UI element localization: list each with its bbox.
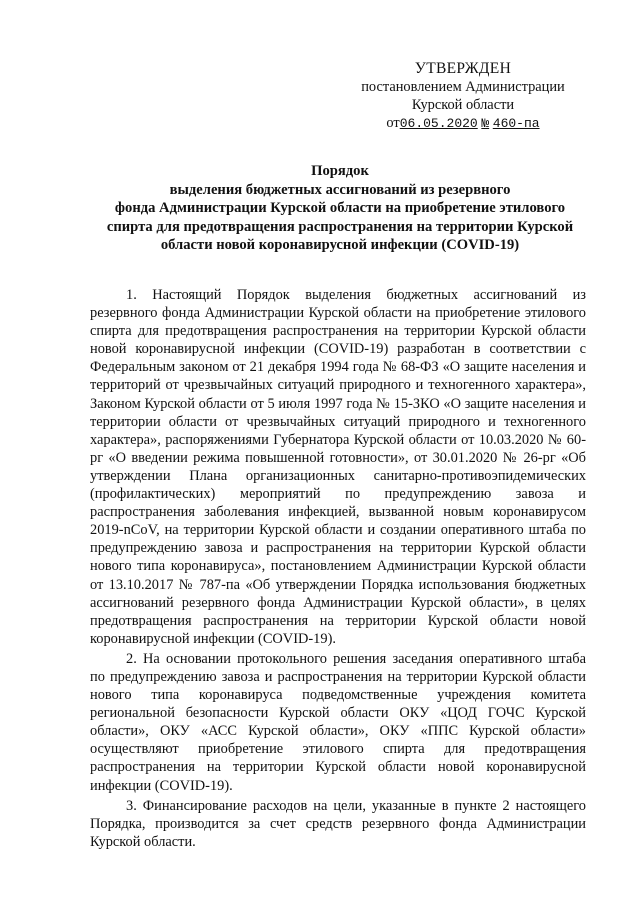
approval-stamp: [340, 60, 586, 133]
approval-number-prefix: №: [481, 116, 490, 131]
title-line-1: Порядок: [311, 163, 369, 179]
approval-number: 460-па: [492, 116, 540, 131]
title-line-5: области новой коронавирусной инфекции (COVID-19): [160, 237, 520, 254]
approval-date-prefix: от: [386, 115, 400, 131]
paragraph-2: 2. На основании протокольного решения заседания оперативного штаба по предупреждению завоза и распространения на территории Курской области нового типа коронавируса подведомственные учреждения комитета региональной безопасности Курской области ОКУ «ЦОД ГОЧС Курской области», ОКУ «АСС Курской области», ОКУ «ППС Курской области» осуществляют приобретение этилового спирта для предотвращения распространения на территории Курской области новой коронавирусной инфекции (COVID-19).: [90, 650, 586, 794]
approval-heading: УТВЕРЖДЕН: [414, 60, 512, 77]
approval-line-1: постановлением Администрации: [361, 79, 565, 95]
approval-date-line: [340, 114, 586, 133]
paragraph-1: 1. Настоящий Порядок выделения бюджетных ассигнований из резервного фонда Администрации Курской области на приобретение этилового спирта для предотвращения распространения на территории Курской области новой коронавирусной инфекции (COVID-19) разработан в соответствии с Федеральным законом от 21 декабря 1994 года № 68-ФЗ «О защите населения и территорий от чрезвычайных ситуаций природного и техногенного характера», Законом Курской области от 5 июля 1997 года № 15-ЗКО «О защите населения и территории области от чрезвычайных ситуаций природного и техногенного характера», распоряжениями Губернатора Курской области от 10.03.2020 № 60-рг «О введении режима повышенной готовности», от 30.01.2020 № 26-рг «Об утверждении Плана организационных санитарно-противоэпидемических (профилактических) мероприятий по предупреждению завоза и распространения заболевания инфекцией, вызванной новым коронавирусом 2019-nCoV, на территории Курской области и создании оперативного штаба по предупреждению завоза и распространения на территории Курской области нового типа коронавируса», постановлением Администрации Курской области от 13.10.2017 № 787-па «Об утверждении Порядка использования бюджетных ассигнований резервного фонда Администрации Курской области», в целях предотвращения распространения на территории Курской области новой коронавирусной инфекции (COVID-19).: [90, 287, 586, 647]
title-line-4: спирта для предотвращения распространения на территории Курской: [106, 218, 574, 235]
document-title: [80, 162, 600, 255]
document-body: [90, 286, 586, 853]
approval-line-2: Курской области: [411, 97, 515, 113]
title-line-2: выделения бюджетных ассигнований из резервного: [169, 181, 511, 198]
paragraph-3: 3. Финансирование расходов на цели, указанные в пункте 2 настоящего Порядка, производится за счет средств резервного фонда Администрации Курской области.: [90, 797, 586, 850]
title-line-3: фонда Администрации Курской области на приобретение этилового: [114, 200, 566, 217]
approval-date: 06.05.2020: [399, 116, 478, 131]
